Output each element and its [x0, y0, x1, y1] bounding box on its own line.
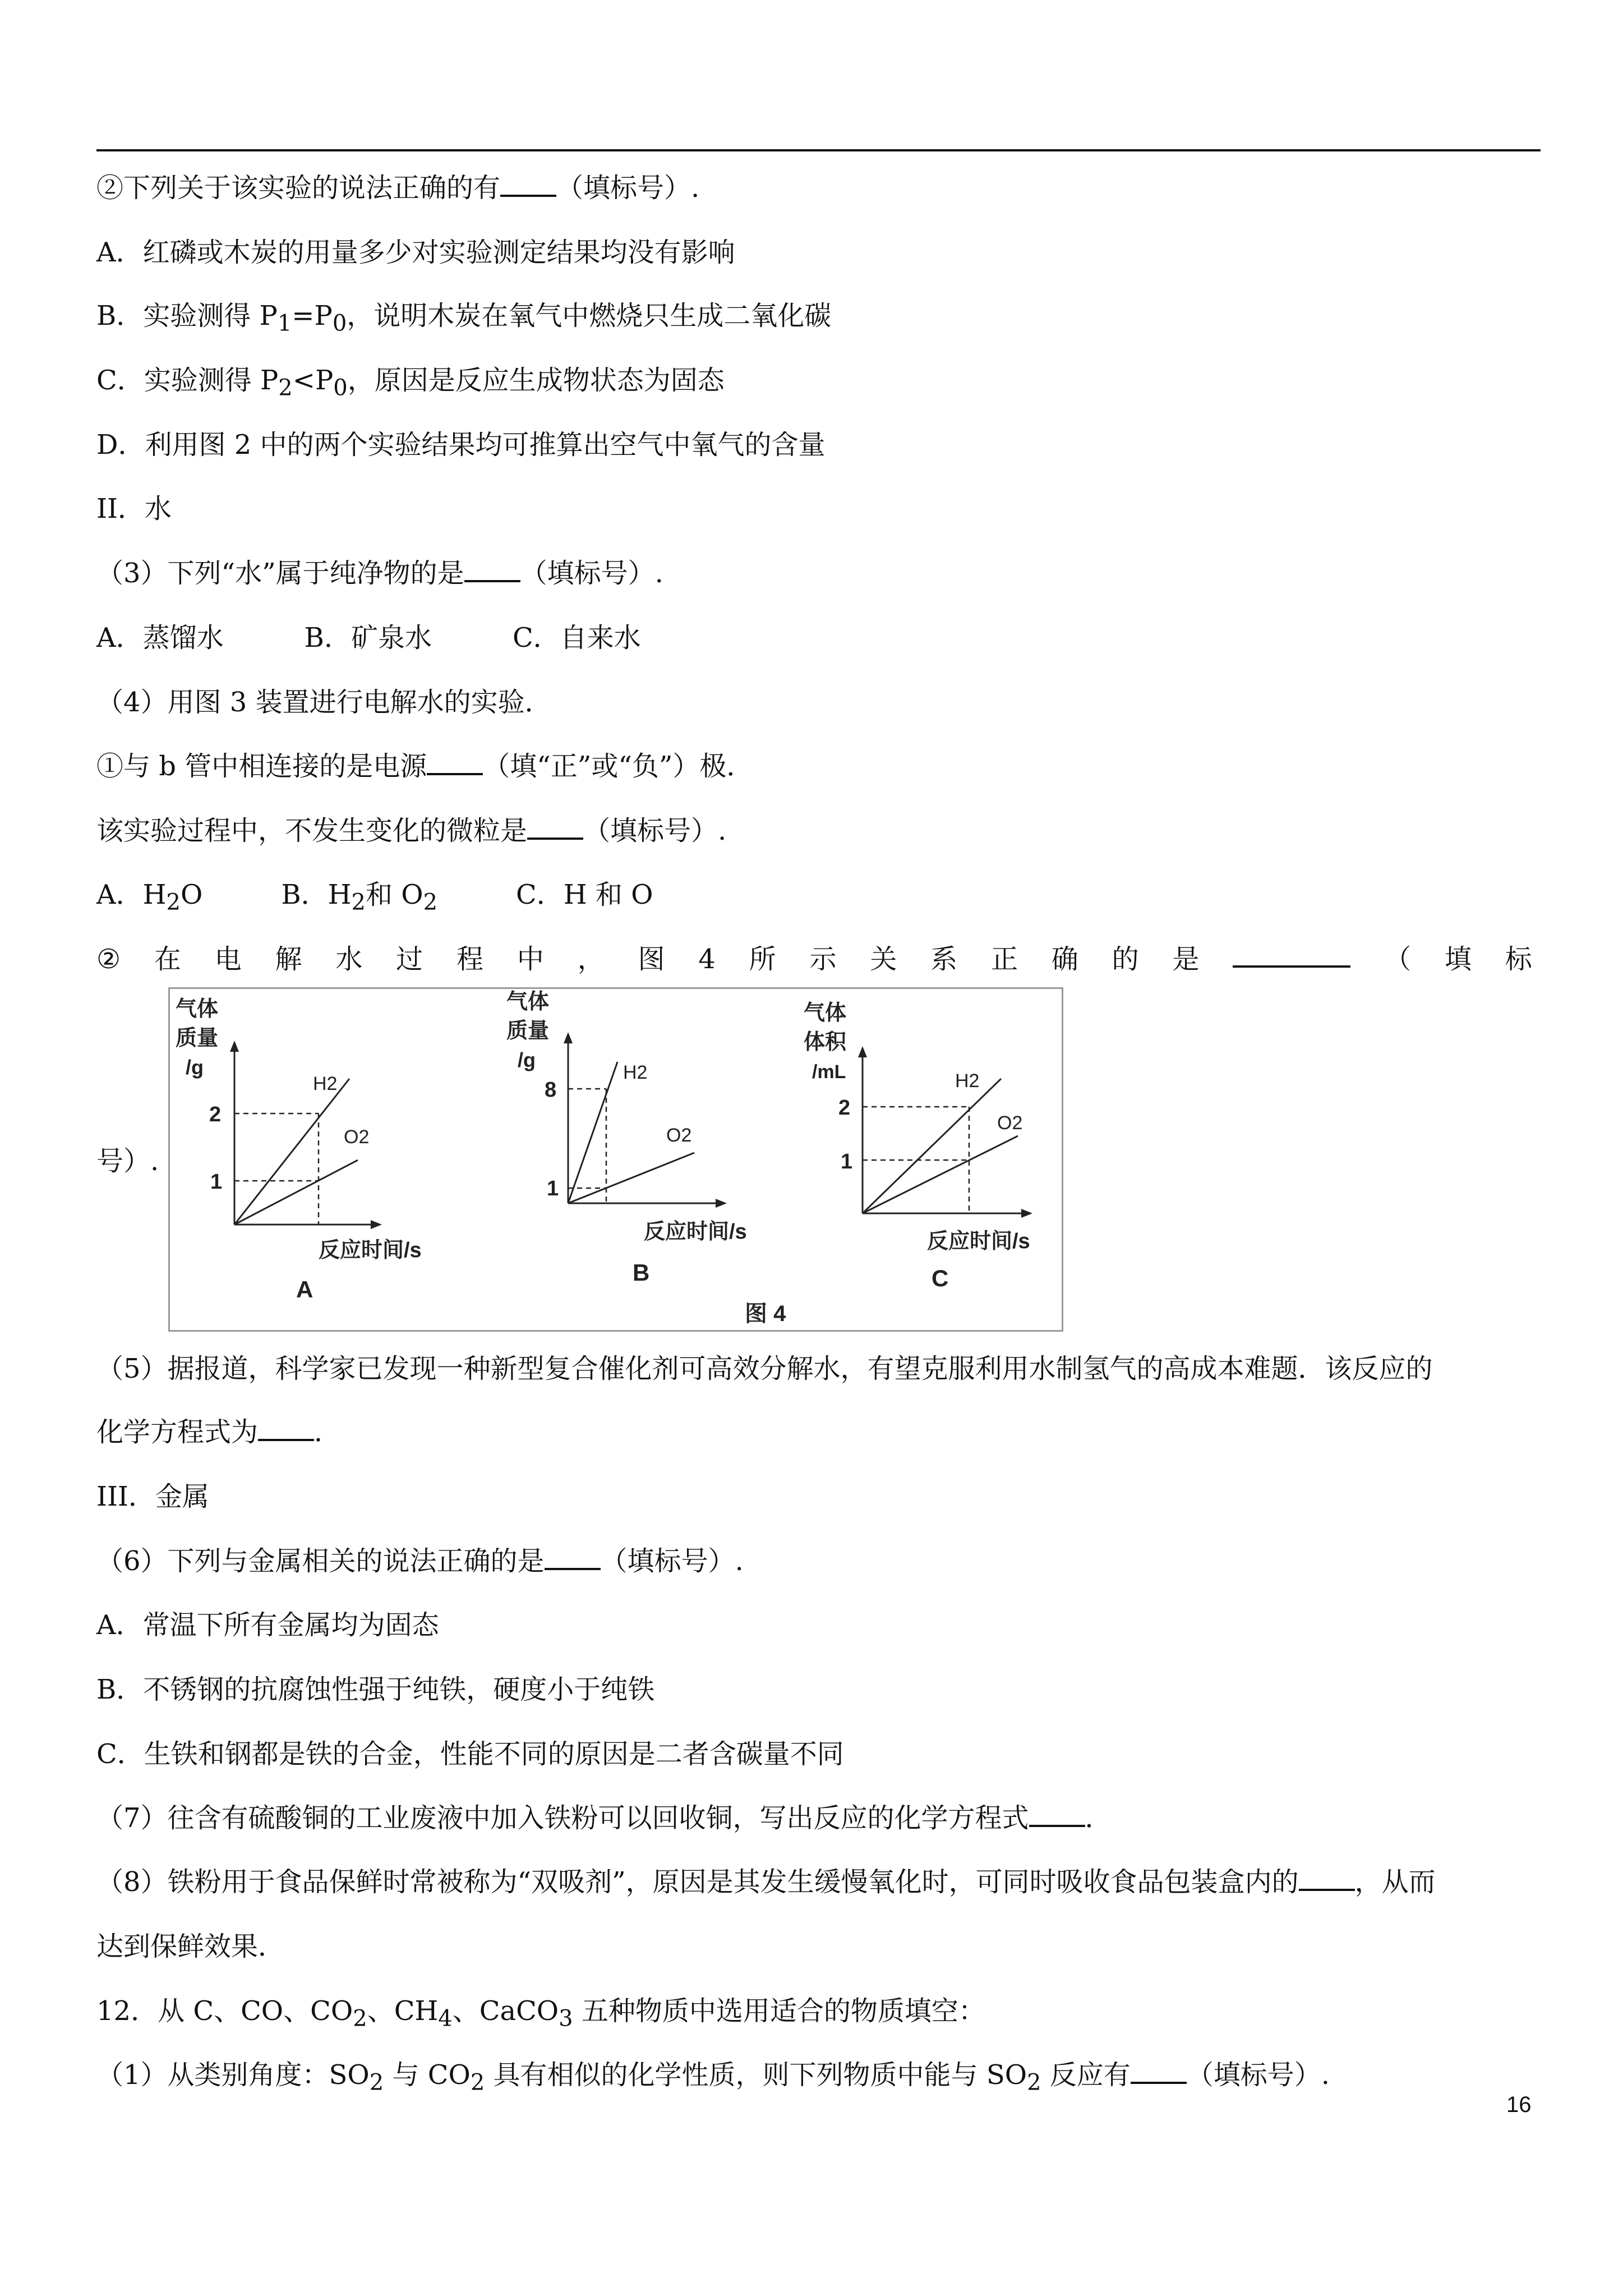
o2-line — [863, 1136, 1018, 1213]
answer-blank — [527, 812, 583, 840]
series-label: O2 — [666, 1125, 692, 1146]
answer-blank — [545, 1542, 601, 1570]
chart-label: A — [296, 1276, 313, 1303]
question-5-line-1: （5）据报道，科学家已发现一种新型复合催化剂可高效分解水，有望克服利用水制氢气的高成本难题．该反应的 — [96, 1353, 1433, 1384]
series-label: O2 — [344, 1126, 370, 1148]
answer-blank — [1233, 940, 1350, 968]
series-label: H2 — [623, 1062, 648, 1083]
question-12-stem: 12．从 C、CO、$CO_2$、$CH_4$、CaCO$_3$ 五种物质中选用适合的物质填空： — [96, 1995, 985, 2032]
answer-blank — [464, 554, 520, 582]
o2-line — [234, 1160, 358, 1225]
chart-label: B — [633, 1259, 650, 1286]
y-axis-label: /mL — [812, 1061, 846, 1083]
question-3-stem: （3）下列“水”属于纯净物的是 （填标号）. — [96, 554, 663, 593]
option-d: D．利用图 2 中的两个实验结果均可推算出空气中氧气的含量 — [96, 429, 826, 461]
h2-line — [863, 1079, 1001, 1213]
question-4-1: ①与 b 管中相连接的是电源 （填“正”或“负”）极． — [96, 747, 753, 786]
x-axis-label: 反应时间/s — [927, 1230, 1030, 1253]
question-4-stem: （4）用图 3 装置进行电解水的实验． — [96, 687, 552, 718]
chart-c — [804, 1001, 1032, 1291]
y-axis-label: 质量 — [176, 1027, 219, 1050]
x-axis-label: 反应时间/s — [319, 1239, 422, 1262]
question-6-option-b: B．不锈钢的抗腐蚀性强于纯铁，硬度小于纯铁 — [96, 1674, 655, 1705]
section-heading-metal: III．金属 — [96, 1481, 209, 1512]
option-a: A．红磷或木炭的用量多少对实验测定结果均没有影响 — [96, 237, 735, 268]
question-8-line-2: 达到保鲜效果． — [96, 1931, 285, 1962]
h2-line — [568, 1062, 617, 1203]
option-b: B．实验测得 $P_1=P_0$，说明木炭在氧气中燃烧只生成二氧化碳 — [96, 300, 832, 337]
question-5-line-2: 化学方程式为 ． — [96, 1412, 341, 1452]
question-12-1: （1）从类别角度：$SO_2$ 与 $CO_2$ 具有相似的化学性质，则下列物质中能与 $SO_2$ 反应有 （填标号）. — [96, 2055, 1330, 2102]
answer-blank — [500, 169, 556, 197]
h2-line — [234, 1079, 349, 1225]
answer-blank — [1029, 1799, 1085, 1827]
answer-blank — [427, 747, 483, 775]
question-4-1b-options: A．$H_2O$ B．$H_2$和 $O_2$ C．H 和 O — [96, 879, 653, 915]
answer-blank — [1299, 1863, 1355, 1891]
question-4-1b: 该实验过程中，不发生变化的微粒是 （填标号）. — [96, 811, 726, 850]
y-axis-label: 气体 — [176, 997, 219, 1021]
y-axis-label: 气体 — [804, 1001, 847, 1025]
question-6-option-c: C．生铁和钢都是铁的合金，性能不同的原因是二者含碳量不同 — [96, 1738, 844, 1770]
y-tick-label: 2 — [209, 1103, 222, 1126]
page-number: 16 — [1506, 2092, 1532, 2117]
chart-a — [176, 997, 422, 1303]
series-label: H2 — [955, 1070, 980, 1092]
question-3-options: A．蒸馏水 B．矿泉水 C．自来水 — [96, 622, 641, 654]
series-label: O2 — [997, 1112, 1023, 1134]
y-axis-label: 质量 — [506, 1019, 550, 1043]
y-axis-label: /g — [518, 1048, 536, 1071]
y-tick-label: 1 — [547, 1177, 559, 1200]
option-c: C．实验测得 $P_2<P_0$，原因是反应生成物状态为固态 — [96, 365, 725, 401]
y-tick-label: 8 — [545, 1078, 557, 1102]
y-tick-label: 2 — [838, 1096, 851, 1120]
question-4-2-stem: ② 在 电 解 水 过 程 中 ， 图 4 所 示 关 系 正 确 的 是 （ 填 标 — [96, 940, 1532, 979]
answer-blank — [258, 1413, 314, 1441]
o2-line — [568, 1153, 694, 1203]
section-heading-water: II．水 — [96, 493, 172, 524]
question-6-stem: （6）下列与金属相关的说法正确的是 （填标号）. — [96, 1542, 744, 1581]
question-2-stem — [96, 168, 699, 208]
y-axis-label: 体积 — [804, 1030, 847, 1054]
question-8-line-1: （8）铁粉用于食品保鲜时常被称为“双吸剂”，原因是其发生缓慢氧化时，可同时吸收食品包装盒内的 ，从而 — [96, 1862, 1436, 1902]
question-4-2-continuation: 号）. — [96, 1145, 159, 1177]
figure-caption: 图 4 — [745, 1301, 786, 1326]
answer-blank — [1131, 2056, 1187, 2084]
y-axis-label: 气体 — [506, 990, 550, 1014]
y-axis-label: /g — [186, 1056, 204, 1079]
series-label: H2 — [313, 1073, 338, 1094]
x-axis-label: 反应时间/s — [644, 1220, 747, 1244]
y-tick-label: 1 — [210, 1170, 223, 1194]
header-rule — [96, 149, 1541, 151]
figure-4 — [168, 987, 1063, 1332]
question-text: ②下列关于该实验的说法正确的有 — [96, 172, 501, 204]
chart-b — [506, 990, 786, 1326]
question-6-option-a: A．常温下所有金属均为固态 — [96, 1609, 439, 1641]
chart-label: C — [932, 1265, 949, 1291]
question-7: （7）往含有硫酸铜的工业废液中加入铁粉可以回收铜，写出反应的化学方程式 ． — [96, 1798, 1112, 1838]
y-tick-label: 1 — [841, 1150, 853, 1174]
question-text-tail: （填标号）. — [556, 172, 700, 204]
